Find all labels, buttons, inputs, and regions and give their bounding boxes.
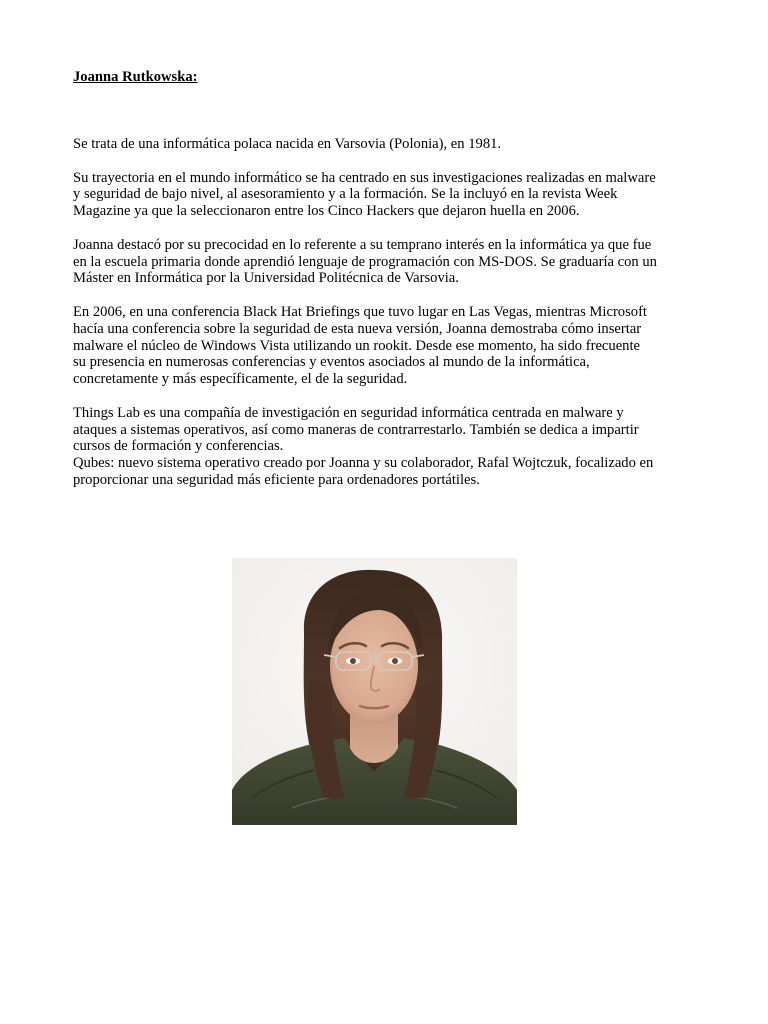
text-line: y seguridad de bajo nivel, al asesoramiento y a la formación. Se la incluyó en la revista Week [73,186,618,203]
portrait-illustration [232,558,517,825]
paragraph-career [73,170,713,220]
pupil-right [392,658,398,664]
portrait-photo [232,558,517,825]
pupil-left [350,658,356,664]
text-line: malware el núcleo de Windows Vista utilizando un rookit. Desde ese momento, ha sido frecuente [73,337,640,354]
text-line: su presencia en numerosas conferencias y eventos asociados al mundo de la informática, [73,354,590,371]
text-line: Máster en Informática por la Universidad Politécnica de Varsovia. [73,270,459,287]
paragraph-things-lab [73,405,713,489]
text-line: Things Lab es una compañía de investigación en seguridad informática centrada en malware y [73,404,624,421]
text-line: hacía una conferencia sobre la seguridad de esta nueva versión, Joanna demostraba cómo insertar [73,320,642,337]
paragraph-education [73,237,713,287]
text-line: cursos de formación y conferencias. [73,438,284,455]
text-line: En 2006, en una conferencia Black Hat Briefings que tuvo lugar en Las Vegas, mientras Microsoft [73,303,647,320]
document-body [73,136,713,489]
text-line: Magazine ya que la seleccionaron entre los Cinco Hackers que dejaron huella en 2006. [73,203,580,220]
document-title: Joanna Rutkowska: [73,69,198,85]
text-line: Su trayectoria en el mundo informático se ha centrado en sus investigaciones realizadas en malware [73,169,656,186]
paragraph-black-hat [73,304,713,388]
text-line: Qubes: nuevo sistema operativo creado por Joanna y su colaborador, Rafal Wojtczuk, focalizado en [73,455,654,472]
text-line: Joanna destacó por su precocidad en lo referente a su temprano interés en la informática ya que fue [73,236,652,253]
text-line: Se trata de una informática polaca nacida en Varsovia (Polonia), en 1981. [73,136,502,152]
text-line: proporcionar una seguridad más eficiente para ordenadores portátiles. [73,471,480,488]
text-line: concretamente y más específicamente, el de la seguridad. [73,371,408,388]
paragraph-intro [73,136,713,153]
text-line: ataques a sistemas operativos, así como maneras de contrarrestarlo. También se dedica a impartir [73,421,639,438]
text-line: en la escuela primaria donde aprendió lenguaje de programación con MS-DOS. Se graduaría con un [73,253,657,270]
